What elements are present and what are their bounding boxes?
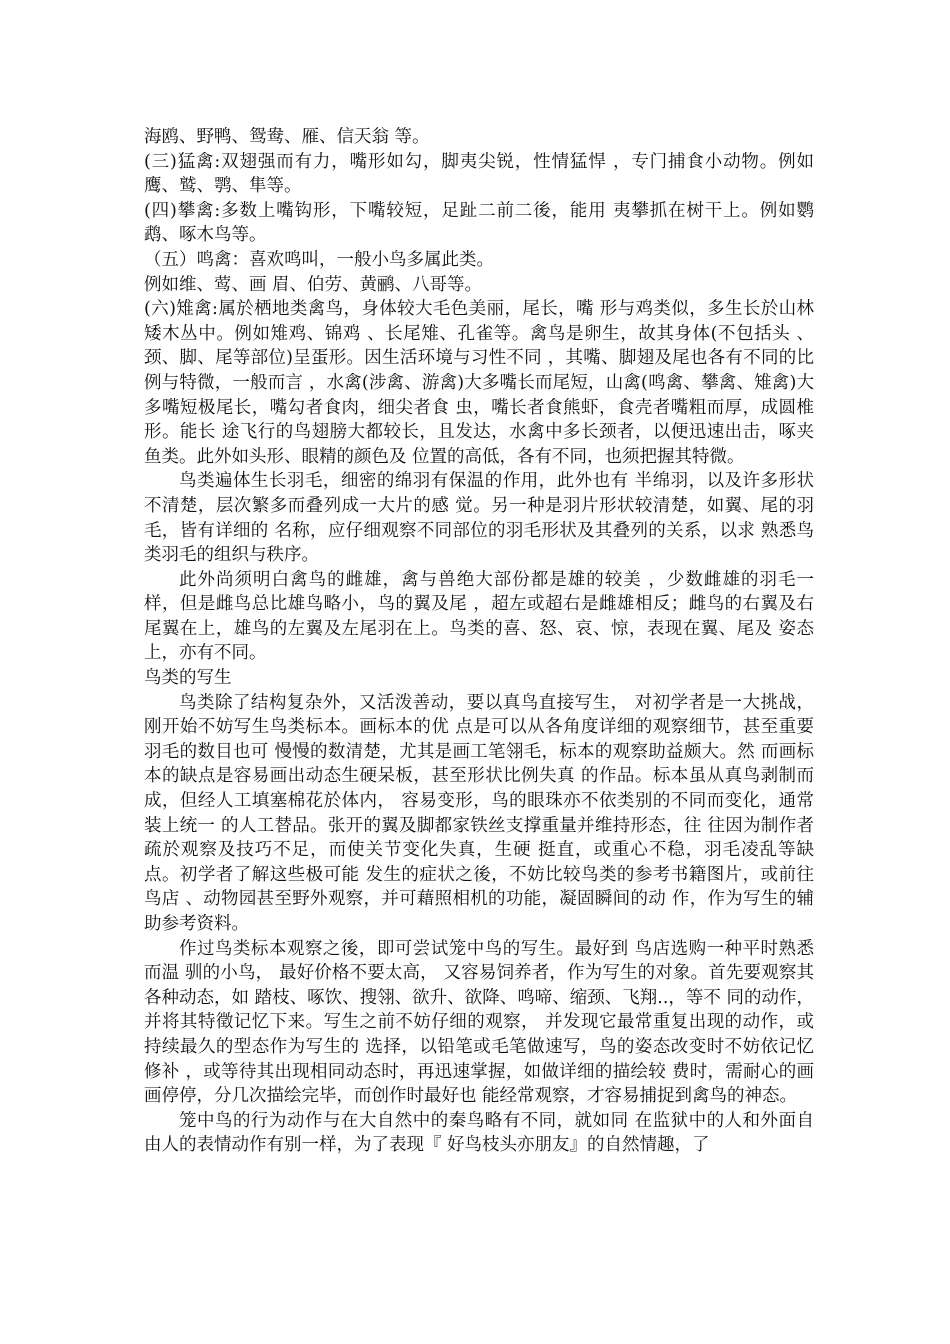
document-body xyxy=(144,125,814,1158)
paragraph-caged-birds: 作过鸟类标本观察之後，即可尝试笼中鸟的写生。最好到 鸟店选购一种平时熟悉而温 驯的小鸟， 最好价格不要太高， 又容易饲养者，作为写生的对象。首先要观察其各种动态，如 踏枝、啄饮、搜翎、欲升、欲降、鸣啼、缩颈、飞翔..，等不 同的动作，并将其特徵记忆下来。写生之前不妨仔细的观察， 并发现它最常重复出现的动作，或持续最久的型态作为写生的 选择，以铅笔或毛笔做速写，鸟的姿态改变时不妨依记忆修补 ，或等待其出现相同动态时，再迅速掌握，如做详细的描绘较 费时，需耐心的画画停停，分几次描绘完毕，而创作时最好也 能经常观察，才容易捕捉到禽鸟的神态。 xyxy=(144,938,814,1107)
paragraph-songbirds: （五）鸣禽：喜欢鸣叫，一般小鸟多属此类。 xyxy=(144,249,494,270)
section-heading-bird-sketching: 鸟类的写生 xyxy=(144,668,232,689)
paragraph-specimens: 鸟类除了结构复杂外，又活泼善动，要以真鸟直接写生， 对初学者是一大挑战，刚开始不妨写生鸟类标本。画标本的优 点是可以从各角度详细的观察细节，甚至重要羽毛的数目也可 慢慢的数清楚，尤其是画工笔翎毛，标本的观察助益颇大。然 而画标本的缺点是容易画出动态生硬呆板，甚至形状比例失真 的作品。标本虽从真鸟剥制而成，但经人工填塞棉花於体内， 容易变形，鸟的眼珠亦不依类别的不同而变化，通常装上统一 的人工替品。张开的翼及脚都家铁丝支撑重量并维持形态，往 往因为制作者疏於观察及技巧不足，而使关节变化失真，生硬 挺直，或重心不稳，羽毛凌乱等缺点。初学者了解这些极可能 发生的症状之後，不妨比较鸟类的参考书籍图片，或前往鸟店 、动物园甚至野外观察，并可藉照相机的功能，凝固瞬间的动 作，作为写生的辅助参考资料。 xyxy=(144,692,814,934)
paragraph-male-female: 此外尚须明白禽鸟的雌雄，禽与兽绝大部份都是雄的较美 ，少数雌雄的羽毛一样，但是雌鸟总比雄鸟略小，鸟的翼及尾 ，超左或超右是雌雄相反；雌鸟的右翼及右尾翼在上，雄鸟的左翼及左尾羽在上。鸟类的喜、怒、哀、惊，表现在翼、尾及 姿态上，亦有不同。 xyxy=(144,569,814,664)
paragraph-raptors: (三)猛禽:双翅强而有力，嘴形如勾，脚夷尖锐，性情猛悍 ，专门捕食小动物。例如鹰、鹫、鹗、隼等。 xyxy=(144,151,814,197)
paragraph-feathers: 鸟类遍体生长羽毛，细密的绵羽有保温的作用，此外也有 半绵羽，以及许多形状不清楚，层次繁多而叠列成一大片的感 觉。另一种是羽片形状较清楚，如翼、尾的羽毛，皆有详细的 名称，应仔细观察不同部位的羽毛形状及其叠列的关系，以求 熟悉鸟类羽毛的组织与秩序。 xyxy=(144,471,814,566)
paragraph-songbird-examples: 例如维、莺、画 眉、伯劳、黄鹂、八哥等。 xyxy=(144,274,483,295)
paragraph-waterfowl-list: 海鸥、野鸭、鸳鸯、雁、信天翁 等。 xyxy=(144,127,430,147)
paragraph-pheasants: (六)雉禽:属於栖地类禽鸟，身体较大毛色美丽，尾长，嘴 形与鸡类似，多生长於山林矮木丛中。例如雉鸡、锦鸡 、长尾雉、孔雀等。禽鸟是卵生，故其身体(不包括头 、颈、脚、尾等部位)呈蛋形。因生活环境与习性不同 ，其嘴、脚翅及尾也各有不同的比例与特微，一般而言 ，水禽(涉禽、游禽)大多嘴长而尾短，山禽(鸣禽、攀禽、雉禽)大多嘴短极尾长，嘴勾者食肉，细尖者食 虫，嘴长者食熊虾，食壳者嘴粗而厚，成圆椎形。能长 途飞行的鸟翅膀大都较长，且发达，水禽中多长颈者，以便迅速出击，啄夹鱼类。此外如头形、眼精的颜色及 位置的高低，各有不同，也须把握其特微。 xyxy=(144,299,814,467)
paragraph-climbing-birds: (四)攀禽:多数上嘴钩形，下嘴较短，足趾二前二後，能用 夷攀抓在树干上。例如鹦鹉、啄木鸟等。 xyxy=(144,200,814,246)
paragraph-nature-behavior: 笼中鸟的行为动作与在大自然中的秦鸟略有不同，就如同 在监狱中的人和外面自由人的表情动作有别一样，为了表现『 好鸟枝头亦朋友』的自然情趣，了 xyxy=(144,1110,814,1156)
